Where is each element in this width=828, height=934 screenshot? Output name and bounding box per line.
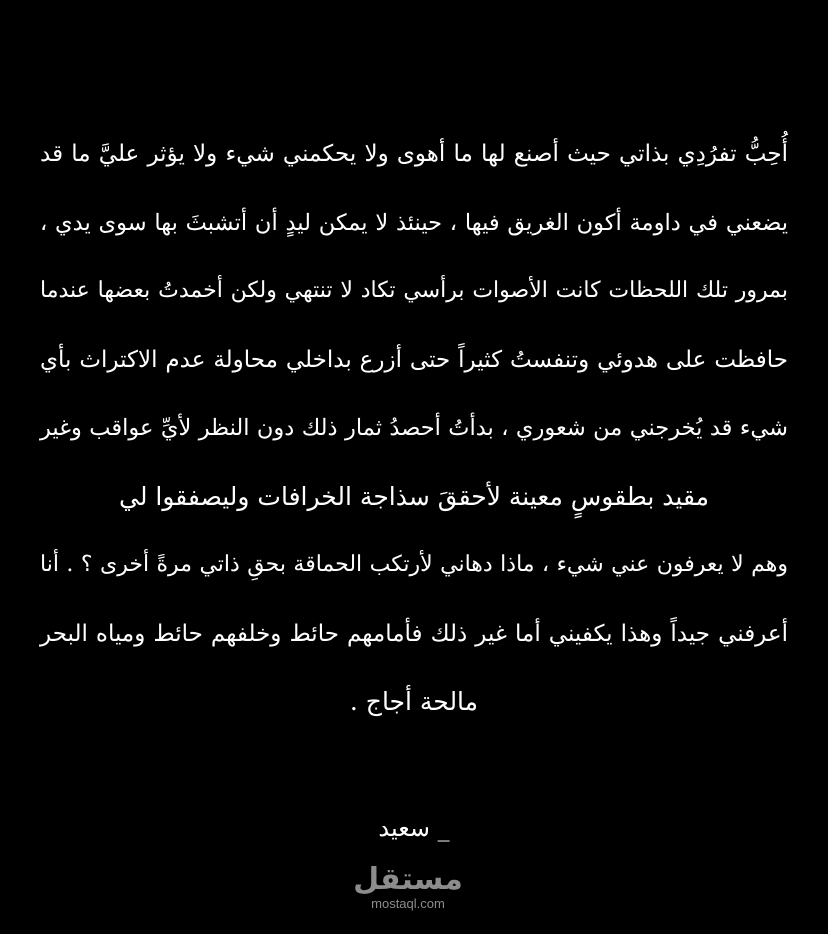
author-signature: _ سعيد xyxy=(378,814,450,842)
text-line: أُحِبُّ تفرُدِي بذاتي حيث أصنع لها ما أهوى ولا يحكمني شيء ولا يؤثر عليَّ ما قد xyxy=(40,141,788,167)
text-block xyxy=(40,120,788,737)
watermark-url: mostaql.com xyxy=(371,896,445,911)
watermark-logo xyxy=(348,862,468,924)
text-line: شيء قد يُخرجني من شعوري ، بدأتُ أحصدُ ثمار ذلك دون النظر لأيِّ عواقب وغير xyxy=(40,415,788,441)
text-line: بمرور تلك اللحظات كانت الأصوات برأسي تكاد لا تنتهي ولكن أخمدتُ بعضها عندما xyxy=(40,278,788,303)
watermark-name: مستقل xyxy=(353,862,463,897)
text-line: مقيد بطقوسٍ معينة لأحققَ سذاجة الخرافات وليصفقوا لي xyxy=(119,481,709,511)
text-line: يضعني في داومة أكون الغريق فيها ، حينئذ لا يمكن ليدٍ أن أتشبثَ بها سوى يدي ، xyxy=(40,209,788,236)
text-line: حافظت على هدوئي وتنفستُ كثيراً حتى أزرع بداخلي محاولة عدم الاكتراث بأي xyxy=(40,346,788,373)
text-line: وهم لا يعرفون عني شيء ، ماذا دهاني لأرتكب الحماقة بحقِ ذاتي مرةً أخرى ؟ . أنا xyxy=(40,552,788,577)
text-line: مالحة أجاج . xyxy=(349,687,479,716)
text-line: أعرفني جيداً وهذا يكفيني أما غير ذلك فأمامهم حائط وخلفهم حائط ومياه البحر xyxy=(40,620,788,647)
